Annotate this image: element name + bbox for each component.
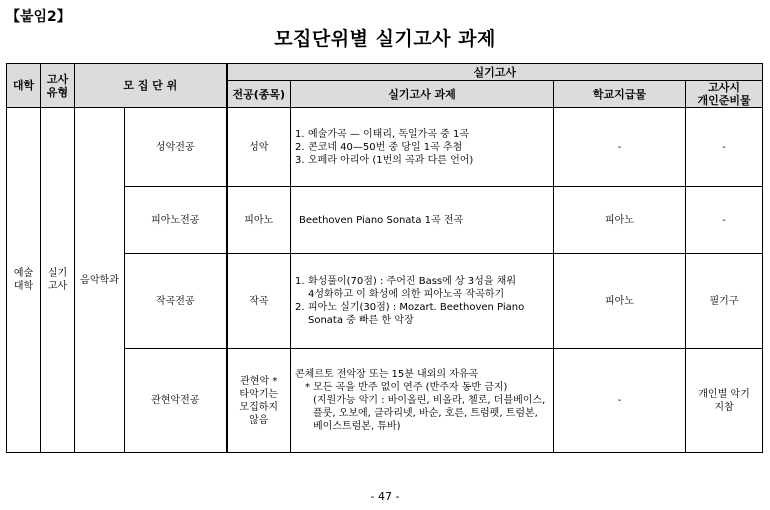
task-intro: 콘체르토 전악장 또는 15분 내외의 자유곡 [295, 369, 479, 380]
major-cell: 피아노 [227, 187, 291, 254]
header-exam-type: 고사 유형 [41, 64, 75, 108]
header-school-supply: 학교지급물 [554, 81, 686, 108]
major-cell: 성악 [227, 108, 291, 187]
school-supply-cell: - [554, 349, 686, 453]
major-cell: 관현악 *타악기는 모집하지 않음 [227, 349, 291, 453]
header-personal-supply: 고사시 개인준비물 [686, 81, 763, 108]
school-supply-cell: - [554, 108, 686, 187]
header-task: 실기고사 과제 [291, 81, 554, 108]
school-supply-cell: 피아노 [554, 254, 686, 349]
unit-cell: 작곡전공 [125, 254, 227, 349]
list-item: 3. 오페라 아리아 (1번의 곡과 다른 언어) [295, 154, 474, 166]
college-cell: 예술 대학 [7, 108, 41, 453]
department-cell: 음악학과 [75, 108, 125, 453]
unit-cell: 성악전공 [125, 108, 227, 187]
task-cell: Beethoven Piano Sonata 1곡 전곡 [291, 187, 554, 254]
header-college: 대학 [7, 64, 41, 108]
list-item: 1. 예술가곡 — 이태리, 독일가곡 중 1곡 [295, 128, 470, 140]
personal-supply-cell: 필기구 [686, 254, 763, 349]
school-supply-cell: 피아노 [554, 187, 686, 254]
task-list [295, 128, 551, 167]
header-major: 전공(종목) [227, 81, 291, 108]
unit-cell: 관현악전공 [125, 349, 227, 453]
header-row-top [7, 64, 763, 81]
table-row [7, 108, 763, 187]
exam-task-table [6, 63, 763, 453]
personal-supply-cell: 개인별 악기 지참 [686, 349, 763, 453]
task-note: * 모든 곡을 반주 없이 연주 (반주자 동반 금지) [305, 382, 508, 393]
list-item: 1. 화성풀이(70점) : 주어진 Bass에 상 3성을 채워 4성화하고 이 화성에 의한 피아노곡 작곡하기 [295, 276, 516, 300]
page-title: 모집단위별 실기고사 과제 [274, 28, 496, 50]
list-item: 2. 콘코네 40—50번 중 당일 1곡 추첨 [295, 141, 463, 153]
personal-supply-cell: - [686, 108, 763, 187]
task-cell [291, 254, 554, 349]
task-cell [291, 108, 554, 187]
unit-cell: 피아노전공 [125, 187, 227, 254]
header-unit: 모 집 단 위 [75, 64, 227, 108]
task-list [295, 275, 551, 327]
task-cell [291, 349, 554, 453]
list-item: 2. 피아노 실기(30점) : Mozart. Beethoven Piano Sonata 중 빠른 한 악장 [295, 302, 525, 326]
task-instruments: (지원가능 악기 : 바이올린, 비올라, 첼로, 더블베이스, 플룻, 오보에, 클라리넷, 바순, 호른, 트럼펫, 트럼본, 베이스트럼본, 튜바) [313, 395, 546, 432]
major-cell: 작곡 [227, 254, 291, 349]
attachment-tag: 【붙임2】 [6, 9, 71, 25]
personal-supply-cell: - [686, 187, 763, 254]
page-number: - 47 - [370, 490, 400, 503]
exam-type-cell: 실기 고사 [41, 108, 75, 453]
header-practical: 실기고사 [227, 64, 763, 81]
